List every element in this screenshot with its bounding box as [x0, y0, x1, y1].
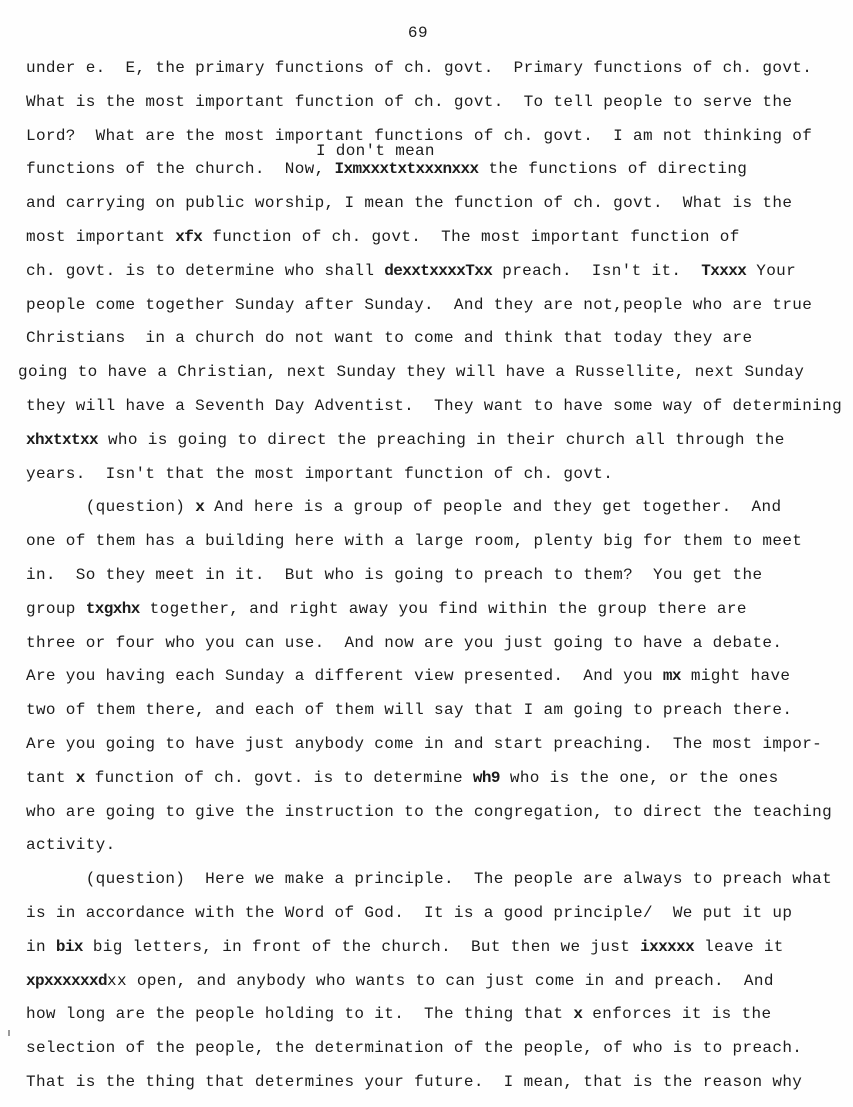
line-text: enforces it is the	[582, 1005, 772, 1024]
text-line	[26, 126, 812, 146]
text-line	[26, 802, 832, 822]
text-line	[26, 295, 812, 315]
struck-out-text: Txxxx	[701, 261, 747, 280]
text-line	[26, 937, 784, 957]
line-text: people come together Sunday after Sunday. And they are not,people who are true	[26, 295, 813, 314]
struck-out-text: dexxtxxxxTxx	[384, 261, 493, 280]
struck-out-text: ixxxxx	[640, 937, 695, 956]
line-text: tant	[26, 768, 76, 787]
line-text: function of ch. govt. is to determine	[84, 768, 473, 787]
text-line	[26, 768, 779, 788]
text-line	[26, 531, 802, 551]
line-text: most important	[26, 228, 176, 246]
text-line	[26, 159, 747, 179]
line-text: in. So they meet in it. But who is going to preach to them? You get the	[26, 566, 763, 584]
line-text: That is the thing that determines your future. I mean, that is the reason why	[26, 1073, 803, 1091]
line-text: Are you going to have just anybody come in and start preaching. The most impor-	[26, 735, 823, 753]
text-line	[26, 261, 796, 281]
text-line	[26, 633, 782, 653]
text-line	[26, 835, 116, 855]
line-text: together, and right away you find within the group there are	[139, 599, 747, 618]
text-line	[26, 666, 790, 686]
text-line	[26, 464, 613, 484]
line-text: Christians in a church do not want to come and think that today they are	[26, 329, 753, 348]
text-line	[26, 497, 781, 517]
text-line	[26, 58, 812, 78]
text-line	[26, 869, 832, 889]
text-line	[26, 328, 752, 348]
line-text: one of them has a building here with a large room, plenty big for them to meet	[26, 532, 803, 551]
stray-margin-mark	[8, 1030, 10, 1036]
line-text: the functions of directing	[478, 160, 748, 179]
text-line	[26, 700, 792, 720]
text-line	[26, 565, 762, 585]
line-text: (question) Here we make a principle. The people are always to preach what	[26, 870, 833, 889]
text-line	[26, 1038, 802, 1058]
struck-out-text: bix	[55, 937, 83, 956]
line-text: leave it	[694, 937, 784, 956]
line-text: xx open, and anybody who wants to can just come in and preach. And	[107, 971, 774, 990]
struck-out-text: wh9	[472, 768, 500, 787]
line-text: group	[26, 599, 86, 618]
text-line	[26, 599, 747, 619]
line-text: functions of the church. Now,	[26, 160, 335, 179]
line-text: might have	[680, 667, 791, 686]
struck-out-text: xhxtxtxx	[26, 430, 99, 449]
line-text: selection of the people, the determination of the people, of who is to preach.	[26, 1039, 803, 1058]
text-line	[26, 1004, 771, 1024]
text-line	[26, 971, 774, 991]
text-line	[26, 396, 842, 416]
struck-out-text: x	[195, 498, 205, 517]
struck-out-text: xpxxxxxxd	[26, 971, 108, 990]
line-text: and carrying on public worship, I mean the function of ch. govt. What is the	[26, 194, 793, 213]
line-text: big letters, in front of the church. But then we just	[82, 937, 641, 956]
struck-out-text: x	[573, 1005, 583, 1024]
line-text: Are you having each Sunday a different view presented. And you	[26, 667, 663, 686]
line-text: two of them there, and each of them will say that I am going to preach there.	[26, 701, 793, 720]
line-text: function of ch. govt. The most important function of	[202, 228, 740, 246]
line-text: under e. E, the primary functions of ch. govt. Primary functions of ch. govt.	[26, 59, 813, 77]
text-line	[26, 1072, 802, 1092]
line-text: ch. govt. is to determine who shall	[26, 261, 385, 280]
line-text: how long are the people holding to it. The thing that	[26, 1005, 574, 1024]
line-text: preach. Isn't it.	[492, 261, 702, 280]
struck-out-text: Ixmxxxtxtxxxnxxx	[334, 160, 479, 179]
text-line	[26, 92, 792, 112]
struck-out-text: txgxhx	[85, 599, 140, 618]
line-text: Lord? What are the most important functions of ch. govt. I am not thinking of	[26, 126, 813, 145]
line-text: What is the most important function of ch. govt. To tell people to serve the	[26, 92, 793, 111]
line-text: who are going to give the instruction to the congregation, to direct the teaching	[26, 802, 833, 821]
line-text: in	[26, 937, 56, 956]
struck-out-text: mx	[662, 667, 681, 686]
text-line	[26, 903, 792, 923]
text-line	[26, 430, 785, 450]
struck-out-text: x	[75, 768, 85, 787]
line-text: is in accordance with the Word of God. It is a good principle/ We put it up	[26, 904, 793, 922]
line-text: who is going to direct the preaching in their church all through the	[98, 430, 785, 449]
line-text: activity.	[26, 836, 116, 855]
line-text: they will have a Seventh Day Adventist. They want to have some way of determining	[26, 397, 843, 415]
line-text: Your	[746, 261, 797, 280]
page-number: 69	[407, 24, 429, 42]
line-text: (question)	[26, 498, 196, 517]
struck-out-text: xfx	[175, 228, 203, 246]
line-text: three or four who you can use. And now are you just going to have a debate.	[26, 633, 783, 652]
line-text: And here is a group of people and they get together. And	[204, 498, 782, 517]
interlinear-insertion-note: I don't mean	[316, 142, 435, 160]
line-text: going to have a Christian, next Sunday they will have a Russellite, next Sunday	[18, 363, 805, 382]
text-line	[26, 734, 822, 754]
line-text: years. Isn't that the most important function of ch. govt.	[26, 464, 614, 483]
text-line	[26, 227, 740, 247]
text-line	[26, 193, 792, 213]
text-line	[18, 362, 804, 382]
line-text: who is the one, or the ones	[499, 768, 779, 787]
